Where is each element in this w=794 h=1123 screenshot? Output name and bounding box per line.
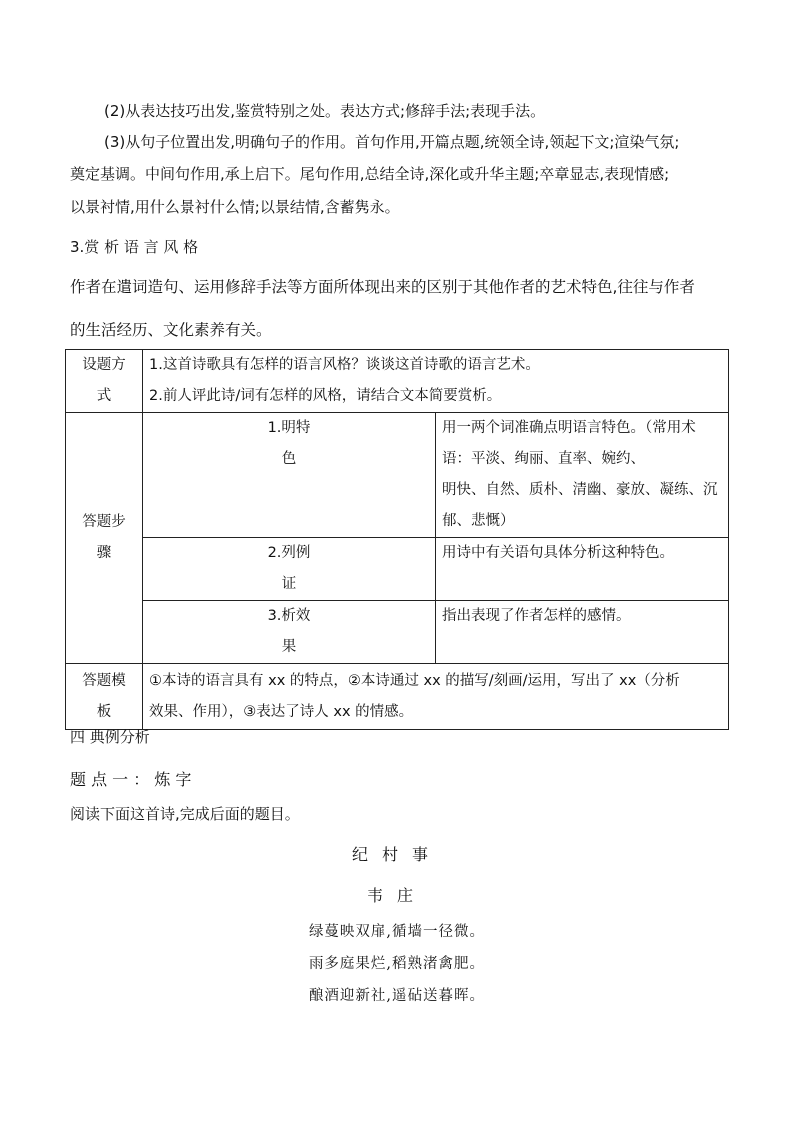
section-4-heading: 四 典例分析 xyxy=(70,728,150,746)
question-1: 1.这首诗歌具有怎样的语言风格？谈谈这首诗歌的语言艺术。 xyxy=(149,357,540,373)
poem-line-3: 酿酒迎新社,遥砧送暮晖。 xyxy=(308,988,486,1004)
poem-title: 纪村事 xyxy=(351,845,442,864)
step-1-text: 用一两个词准确点明语言特色。（常用术语：平淡、绚丽、直率、婉约、 明快、自然、质朴、清幽、豪放、凝练、沉郁、悲慨） xyxy=(436,413,729,538)
topic-heading: 题 点 一 ： 炼 字 xyxy=(70,770,192,789)
question-types-cell xyxy=(143,350,729,413)
table-row xyxy=(66,350,729,413)
step-3-text: 指出表现了作者怎样的感情。 xyxy=(436,601,729,664)
table-row xyxy=(66,664,729,730)
row-label-answer-steps: 答题步 骤 xyxy=(66,413,143,664)
method-item-3-line-3: 以景衬情,用什么景衬什么情;以景结情,含蓄隽永。 xyxy=(70,198,400,216)
step-1-label: 1.明特 色 xyxy=(143,413,436,538)
instruction: 阅读下面这首诗,完成后面的题目。 xyxy=(70,805,300,823)
table-row xyxy=(66,413,729,538)
answer-template-text: ①本诗的语言具有 xx 的特点，②本诗通过 xx 的描写/刻画/运用，写出了 xx（分析 效果、作用），③表达了诗人 xx 的情感。 xyxy=(143,664,729,730)
method-item-3-line-2: 奠定基调。中间句作用,承上启下。尾句作用,总结全诗,深化或升华主题;卒章显志,表现情感; xyxy=(70,165,670,183)
step-2-label: 2.列例 证 xyxy=(143,538,436,601)
step-3-label: 3.析效 果 xyxy=(143,601,436,664)
step-2-text: 用诗中有关语句具体分析这种特色。 xyxy=(436,538,729,601)
question-2: 2.前人评此诗/词有怎样的风格，请结合文本简要赏析。 xyxy=(149,388,502,404)
language-style-table xyxy=(65,349,729,730)
table-row xyxy=(66,538,729,601)
poem-line-2: 雨多庭果烂,稻熟渚禽肥。 xyxy=(308,956,486,972)
poem-author: 韦庄 xyxy=(366,886,427,905)
method-item-3-line-1: (3)从句子位置出发,明确句子的作用。首句作用,开篇点题,统领全诗,领起下文;渲染气氛; xyxy=(104,133,680,151)
section-heading: 3.赏 析 语 言 风 格 xyxy=(70,238,199,256)
row-label-answer-template: 答题模 板 xyxy=(66,664,143,730)
table-row xyxy=(66,601,729,664)
section-intro-line-1: 作者在遣词造句、运用修辞手法等方面所体现出来的区别于其他作者的艺术特色,往往与作者 xyxy=(70,278,695,296)
row-label-question-types: 设题方 式 xyxy=(66,350,143,413)
section-intro-line-2: 的生活经历、文化素养有关。 xyxy=(70,321,272,339)
poem-line-1: 绿蔓映双扉,循墙一径微。 xyxy=(308,924,486,940)
method-item-2: (2)从表达技巧出发,鉴赏特别之处。表达方式;修辞手法;表现手法。 xyxy=(104,102,546,120)
